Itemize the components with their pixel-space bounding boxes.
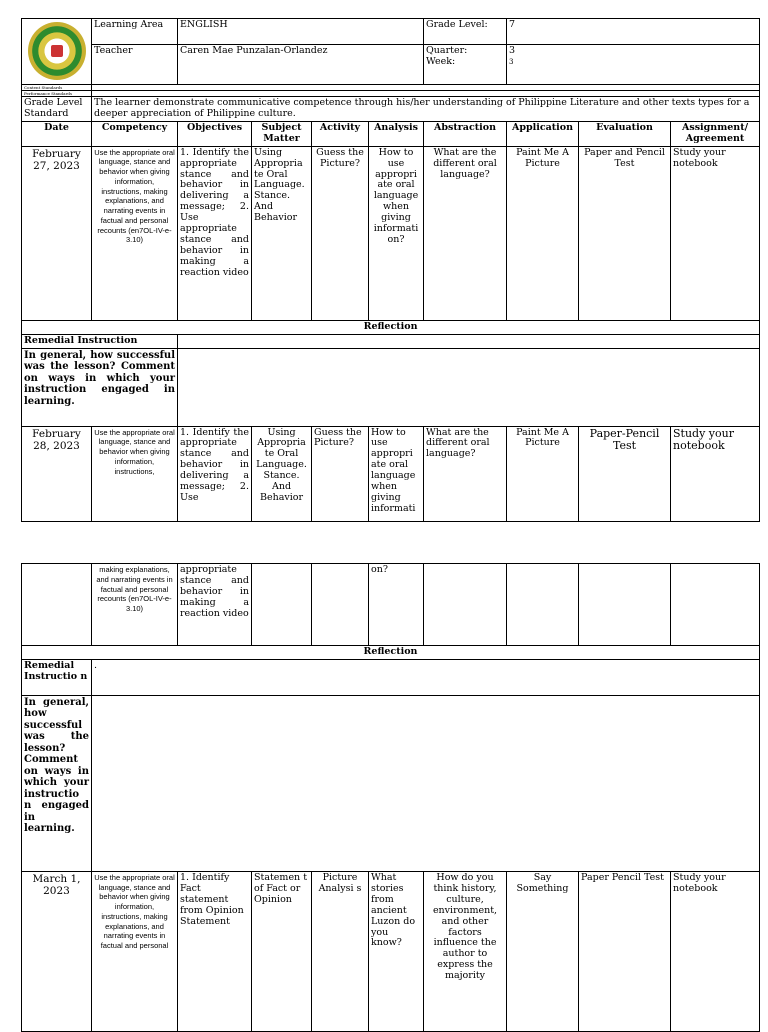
evaluation-cell: Paper Pencil Test — [579, 871, 671, 1031]
school-seal-logo — [28, 22, 86, 80]
application-cell — [507, 564, 579, 646]
success-value — [178, 348, 760, 426]
subject-matter-cell — [252, 564, 312, 646]
analysis-cell: How to use appropri ate oral language when giving informati — [369, 426, 424, 521]
date-cell: March 1, 2023 — [22, 871, 92, 1031]
quarter-label: Quarter: — [426, 45, 468, 56]
application-cell: Paint Me A Picture — [507, 426, 579, 521]
week-value: 3 — [509, 57, 514, 66]
col-header-assignment: Assignment/ Agreement — [671, 121, 760, 146]
objectives-cell: appropriate stance and behavior in making a reaction video — [178, 564, 252, 646]
week-label: Week: — [426, 55, 456, 67]
application-cell: Paint Me A Picture — [507, 146, 579, 320]
remedial-value: . — [92, 659, 760, 695]
assignment-cell: Study your notebook — [671, 146, 760, 320]
learning-area-value: ENGLISH — [178, 19, 424, 45]
lesson-plan-table-bottom — [21, 563, 760, 1032]
quarter-week-values — [507, 45, 760, 85]
table-row — [22, 146, 760, 320]
objectives-cell: 1. Identify Fact statement from Opinion Statement — [178, 871, 252, 1031]
quarter-week-labels — [424, 45, 507, 85]
col-header-abstraction: Abstraction — [424, 121, 507, 146]
activity-cell — [312, 564, 369, 646]
assignment-cell: Study your notebook — [671, 871, 760, 1031]
evaluation-cell — [579, 564, 671, 646]
abstraction-cell: How do you think history, culture, environment, and other factors influence the author to express the majority — [424, 871, 507, 1031]
col-header-analysis: Analysis — [369, 121, 424, 146]
application-cell: Say Something — [507, 871, 579, 1031]
remedial-value — [178, 334, 760, 348]
abstraction-cell — [424, 564, 507, 646]
evaluation-cell: Paper-Pencil Test — [579, 426, 671, 521]
lesson-plan-table-top — [21, 18, 760, 522]
activity-cell: Guess the Picture? — [312, 426, 369, 521]
evaluation-cell: Paper and Pencil Test — [579, 146, 671, 320]
activity-cell: Guess the Picture? — [312, 146, 369, 320]
success-value — [92, 695, 760, 871]
table-row — [22, 564, 760, 646]
analysis-cell: What stories from ancient Luzon do you know? — [369, 871, 424, 1031]
activity-cell: Picture Analysi s — [312, 871, 369, 1031]
objectives-cell: 1. Identify the appropriate stance and behavior in delivering a message; 2. Use — [178, 426, 252, 521]
col-header-subject-matter: Subject Matter — [252, 121, 312, 146]
grade-level-value: 7 — [507, 19, 760, 45]
reflection-header: Reflection — [22, 320, 760, 334]
col-header-evaluation: Evaluation — [579, 121, 671, 146]
subject-matter-cell: Using Appropria te Oral Language. Stance. And Behavior — [252, 146, 312, 320]
subject-matter-cell: Using Appropria te Oral Language. Stance. And Behavior — [252, 426, 312, 521]
analysis-cell: How to use appropri ate oral language when giving informati on? — [369, 146, 424, 320]
grade-level-standard-value: The learner demonstrate communicative competence through his/her understanding of Philippine Literature and other texts types for a deeper appreciation of Philippine culture. — [92, 97, 760, 122]
competency-cell: making explanations, and narrating events in factual and personal recounts (en7OL-IV-e-3.10) — [92, 564, 178, 646]
objectives-cell: 1. Identify the appropriate stance and behavior in delivering a message; 2. Use appropriate stance and behavior in making a reaction video — [178, 146, 252, 320]
remedial-label: Remedial Instructio n — [22, 659, 92, 695]
analysis-cell: on? — [369, 564, 424, 646]
remedial-label: Remedial Instruction — [22, 334, 178, 348]
teacher-value: Caren Mae Punzalan-Orlandez — [178, 45, 424, 85]
success-label: In general, how successful was the lesson? Comment on ways in which your instruction engaged in learning. — [22, 348, 178, 426]
grade-level-label: Grade Level: — [424, 19, 507, 45]
teacher-label: Teacher — [92, 45, 178, 85]
success-label: In general, how successful was the lesson? Comment on ways in which your instructio n engaged in learning. — [22, 695, 92, 871]
col-header-activity: Activity — [312, 121, 369, 146]
performance-standards-label: Performance Standards — [22, 91, 92, 97]
col-header-application: Application — [507, 121, 579, 146]
date-cell — [22, 564, 92, 646]
quarter-value: 3 — [509, 45, 516, 56]
content-standards-label: Content Standards — [22, 85, 92, 91]
abstraction-cell: What are the different oral language? — [424, 146, 507, 320]
learning-area-label: Learning Area — [92, 19, 178, 45]
table-row — [22, 426, 760, 521]
school-seal-cell — [22, 19, 92, 85]
competency-cell: Use the appropriate oral language, stance and behavior when giving information, instructions, making explanations, and narrating events in factual and personal recounts (en7OL-IV-e-3.10) — [92, 146, 178, 320]
assignment-cell — [671, 564, 760, 646]
grade-level-standard-label: Grade Level Standard — [22, 97, 92, 122]
table-row — [22, 871, 760, 1031]
subject-matter-cell: Statemen t of Fact or Opinion — [252, 871, 312, 1031]
assignment-cell: Study your notebook — [671, 426, 760, 521]
reflection-header: Reflection — [22, 646, 760, 660]
competency-cell: Use the appropriate oral language, stance and behavior when giving information, instructions, — [92, 426, 178, 521]
competency-cell: Use the appropriate oral language, stance and behavior when giving information, instructions, making explanations, and narrating events in factual and personal — [92, 871, 178, 1031]
col-header-objectives: Objectives — [178, 121, 252, 146]
date-cell: February 28, 2023 — [22, 426, 92, 521]
abstraction-cell: What are the different oral language? — [424, 426, 507, 521]
col-header-date: Date — [22, 121, 92, 146]
col-header-competency: Competency — [92, 121, 178, 146]
date-cell: February 27, 2023 — [22, 146, 92, 320]
